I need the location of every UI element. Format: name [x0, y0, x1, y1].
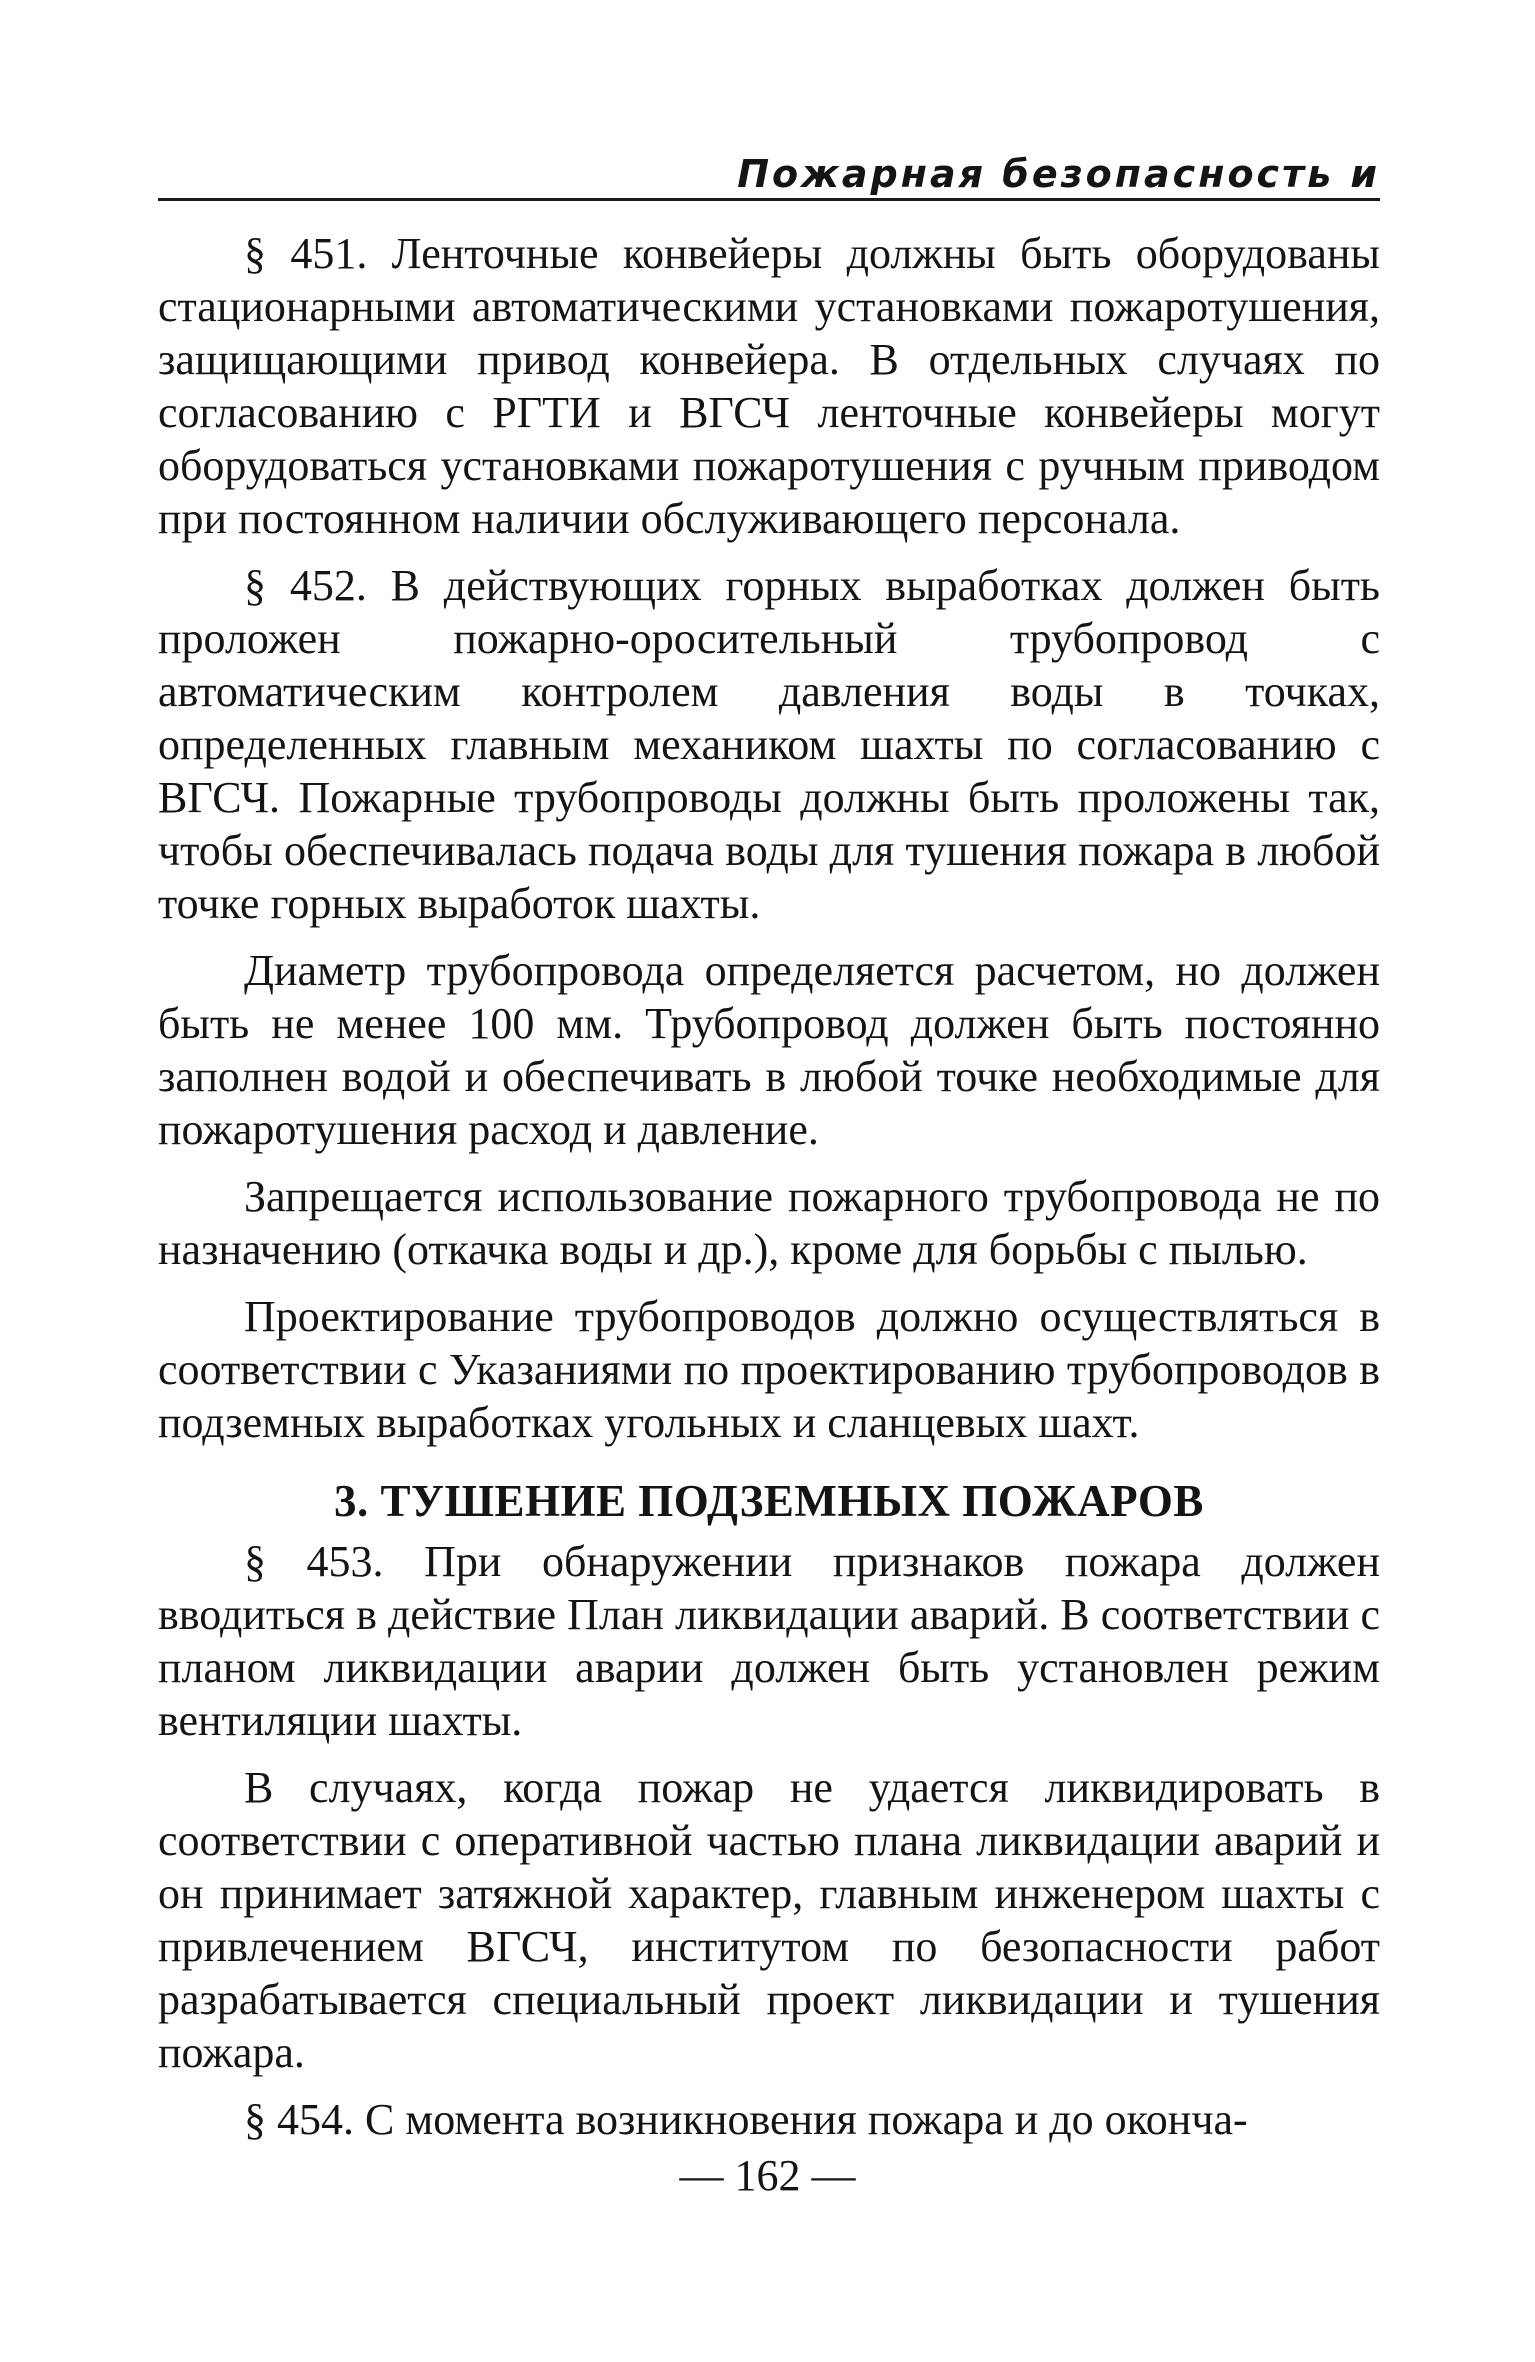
paragraph-pipe-design: Проектирование трубопроводов должно осуществляться в соответствии с Указаниями по проектированию трубопроводов в подземных выработках угольных и сланцевых шахт.	[158, 1292, 1380, 1447]
running-title: Пожарная безопасность и	[737, 152, 1380, 196]
section-heading: 3. ТУШЕНИЕ ПОДЗЕМНЫХ ПОЖАРОВ	[334, 1476, 1204, 1526]
running-header	[158, 140, 1380, 201]
paragraph-453: § 453. При обнаружении признаков пожара должен вводиться в действие План ликвидации аварий. В соответствии с планом ликвидации аварии должен быть установлен режим вентиляции шахты.	[158, 1537, 1380, 1745]
paragraph-451: § 451. Ленточные конвейеры должны быть оборудованы стационарными автоматическими установками пожаротушения, защищающими привод конвейера. В отдельных случаях по согласованию с РГТИ и ВГСЧ ленточные конвейеры могут оборудоваться установками пожаротушения с ручным приводом при постоянном наличии обслуживающего персонала.	[158, 229, 1380, 543]
paragraph-prolonged-fire: В случаях, когда пожар не удается ликвидировать в соответствии с оперативной частью плана ликвидации аварий и он принимает затяжной характер, главным инженером шахты с привлечением ВГСЧ, институтом по безопасности работ разрабатывается специальный проект ликвидации и тушения пожара.	[158, 1763, 1380, 2077]
paragraph-pipe-prohibited-use: Запрещается использование пожарного трубопровода не по назначению (откачка воды и др.), кроме для борьбы с пылью.	[158, 1172, 1380, 1274]
paragraph-452: § 452. В действующих горных выработках должен быть проложен пожарно-оросительный трубопровод с автоматическим контролем давления воды в точках, определенных главным механиком шахты по согласованию с ВГСЧ. Пожарные трубопроводы должны быть проложены так, чтобы обеспечивалась подача воды для тушения пожара в любой точке горных выработок шахты.	[158, 561, 1380, 928]
page-body	[158, 227, 1380, 2146]
paragraph-pipe-diameter: Диаметр трубопровода определяется расчетом, но должен быть не менее 100 мм. Трубопровод должен быть постоянно заполнен водой и обеспечивать в любой точке необходимые для пожаротушения расход и давление.	[158, 946, 1380, 1154]
paragraph-454: § 454. С момента возникновения пожара и до оконча-	[244, 2095, 1248, 2144]
book-page	[158, 140, 1380, 2160]
page-number: — 162 —	[679, 2151, 856, 2200]
